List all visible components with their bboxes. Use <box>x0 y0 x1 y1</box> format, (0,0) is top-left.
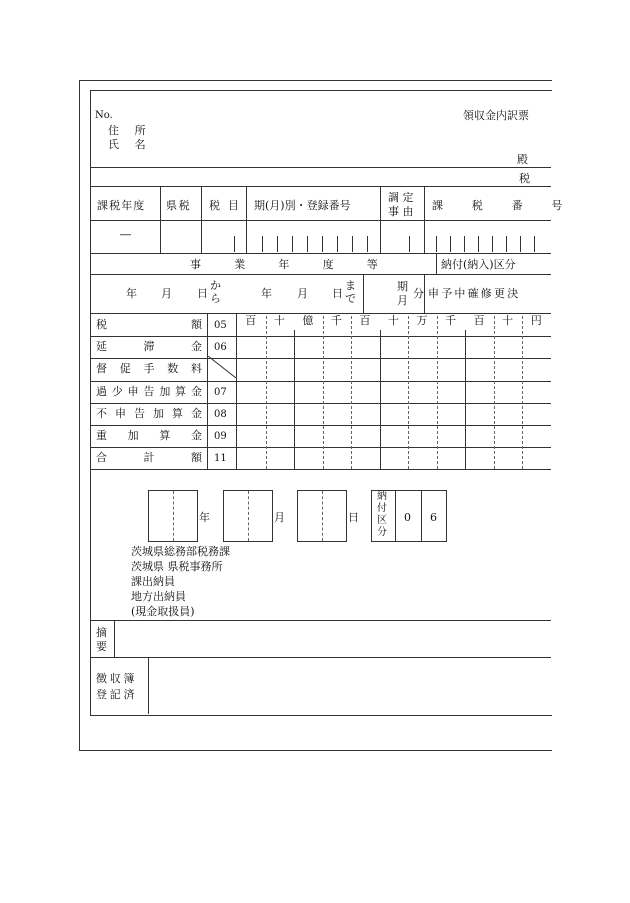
row-divider <box>90 336 551 337</box>
digit-unit-label: 十 <box>502 314 514 327</box>
from-month: 月 <box>161 287 172 300</box>
amount-row-label: 税 額 <box>96 318 202 331</box>
digit-unit-label: 億 <box>302 314 314 327</box>
amount-row-code: 06 <box>214 342 227 354</box>
office-line-5: (現金取扱員) <box>131 605 195 618</box>
amount-row-label: 合 計 額 <box>96 451 202 465</box>
digit-dash-line <box>437 316 438 469</box>
no-label: No. <box>95 110 113 121</box>
payment-division-label-3: 区 <box>377 515 387 526</box>
row-divider <box>90 447 551 448</box>
digit-unit-label: 百 <box>359 314 371 327</box>
digit-tick <box>292 236 293 252</box>
amount-row-label: 過少申告加算金 <box>96 384 202 398</box>
digit-dash-line <box>351 316 352 469</box>
ledger-label-2: 登記済 <box>96 688 138 701</box>
office-line-4: 地方出納員 <box>131 590 186 603</box>
box-divider <box>173 491 174 541</box>
digit-dash-line <box>522 316 523 469</box>
digit-unit-label: 十 <box>388 314 399 327</box>
digit-tick <box>367 236 368 252</box>
amount-row-label: 督 促 手 数 料 <box>96 362 202 376</box>
payment-code-1: 0 <box>404 511 411 524</box>
from-label-2: ら <box>210 292 221 305</box>
digit-tick <box>277 236 278 252</box>
digit-unit-label: 百 <box>473 314 485 327</box>
period-label-2: 月 <box>397 294 408 307</box>
payment-categories: 申予中確修更決 <box>428 287 521 300</box>
digit-dash-line <box>323 316 324 469</box>
divider <box>90 274 551 275</box>
digit-dash-line <box>266 316 267 469</box>
to-month: 月 <box>297 287 308 300</box>
period-label-1: 期 <box>397 280 408 293</box>
digit-group-line <box>465 330 466 469</box>
digit-tick <box>234 236 235 252</box>
handling-fee-slash <box>208 356 236 378</box>
box-divider <box>322 491 323 541</box>
name-label: 氏 名 <box>108 138 152 151</box>
adjustment-reason-2: 事 由 <box>388 205 414 218</box>
to-label-2: で <box>345 292 356 305</box>
form-title: 領収金内訳票 <box>463 109 529 122</box>
address-label: 住 所 <box>108 124 152 137</box>
col-line <box>363 275 364 313</box>
digit-tick <box>464 236 465 252</box>
payment-division-label-4: 分 <box>377 527 387 538</box>
to-year: 年 <box>261 287 272 300</box>
digit-group-line <box>380 330 381 469</box>
office-line-2: 茨城県 県税事務所 <box>131 560 223 573</box>
divider <box>90 167 551 168</box>
amount-row-code: 08 <box>214 408 227 420</box>
row-divider <box>90 425 551 426</box>
digit-tick <box>262 236 263 252</box>
stamp-day-label: 日 <box>348 511 359 524</box>
payment-division-label-2: 付 <box>377 503 387 514</box>
taxation-number-header: 課 税 番 号 <box>432 199 569 212</box>
box-divider <box>248 491 249 541</box>
digit-tick <box>478 236 479 252</box>
digit-unit-label: 十 <box>273 314 285 327</box>
divider <box>90 620 551 621</box>
payment-category-label: 納付(納入)区分 <box>441 258 516 271</box>
col-line <box>114 621 115 657</box>
digit-unit-label: 円 <box>530 314 542 327</box>
digit-tick <box>352 236 353 252</box>
digit-unit-label: 千 <box>330 314 342 327</box>
tax-year-header: 課税年度 <box>97 199 146 212</box>
payment-code-2: 6 <box>430 511 437 524</box>
from-day: 日 <box>197 287 208 300</box>
to-label-1: ま <box>345 279 356 292</box>
digit-tick <box>337 236 338 252</box>
business-year-label: 事 業 年 度 等 <box>190 258 384 271</box>
amount-row-code: 07 <box>214 386 227 398</box>
digit-group-line <box>294 330 295 469</box>
col-line <box>236 314 237 469</box>
stamp-month-label: 月 <box>274 511 285 524</box>
digit-tick <box>520 236 521 252</box>
amount-row-label: 延 滞 金 <box>96 340 202 354</box>
payment-division-label-1: 納 <box>377 491 387 502</box>
row-divider <box>90 358 551 359</box>
division-label: 分 <box>413 287 424 300</box>
digit-tick <box>409 236 410 252</box>
divider <box>90 657 551 658</box>
to-day: 日 <box>332 287 343 300</box>
prefectural-tax-header: 県税 <box>166 199 192 212</box>
amount-row-code: 05 <box>214 320 227 331</box>
digit-unit-label: 千 <box>445 314 457 327</box>
col-line <box>207 314 208 469</box>
digit-tick <box>534 236 535 252</box>
col-line <box>424 275 425 313</box>
office-line-3: 課出納員 <box>131 575 175 588</box>
tax-item-header: 税 目 <box>209 199 242 212</box>
digit-unit-label: 万 <box>416 314 428 327</box>
honorific: 殿 <box>517 153 528 166</box>
digit-tick <box>450 236 451 252</box>
divider <box>90 220 551 221</box>
col-line <box>421 491 422 541</box>
col-line <box>148 658 149 714</box>
digit-tick <box>492 236 493 252</box>
digit-tick <box>322 236 323 252</box>
digit-tick <box>436 236 437 252</box>
remarks-label-1: 摘 <box>96 626 107 639</box>
digit-unit-label: 百 <box>245 314 257 327</box>
ledger-label-1: 徴収簿 <box>96 672 138 685</box>
from-year: 年 <box>126 287 137 300</box>
amount-row-code: 09 <box>214 431 227 442</box>
row-divider <box>90 381 551 382</box>
from-label-1: か <box>210 279 221 292</box>
adjustment-reason-1: 調 定 <box>388 191 414 204</box>
divider <box>90 253 551 254</box>
remarks-label-2: 要 <box>96 640 107 653</box>
period-registration-header: 期(月)別・登録番号 <box>254 199 351 212</box>
col-line <box>436 254 437 274</box>
amount-row-label: 重 加 算 金 <box>96 429 202 442</box>
stamp-year-label: 年 <box>199 511 210 524</box>
digit-tick <box>307 236 308 252</box>
office-line-1: 茨城県総務部税務課 <box>131 545 230 558</box>
tax-year-dash: ― <box>120 228 131 241</box>
digit-dash-line <box>494 316 495 469</box>
amount-row-code: 11 <box>214 453 227 465</box>
amount-row-label: 不 申 告 加 算 金 <box>96 406 202 420</box>
divider <box>90 469 551 470</box>
col-line <box>395 491 396 541</box>
row-divider <box>90 403 551 404</box>
tax-label: 税 <box>519 172 530 185</box>
digit-tick <box>506 236 507 252</box>
digit-dash-line <box>408 316 409 469</box>
